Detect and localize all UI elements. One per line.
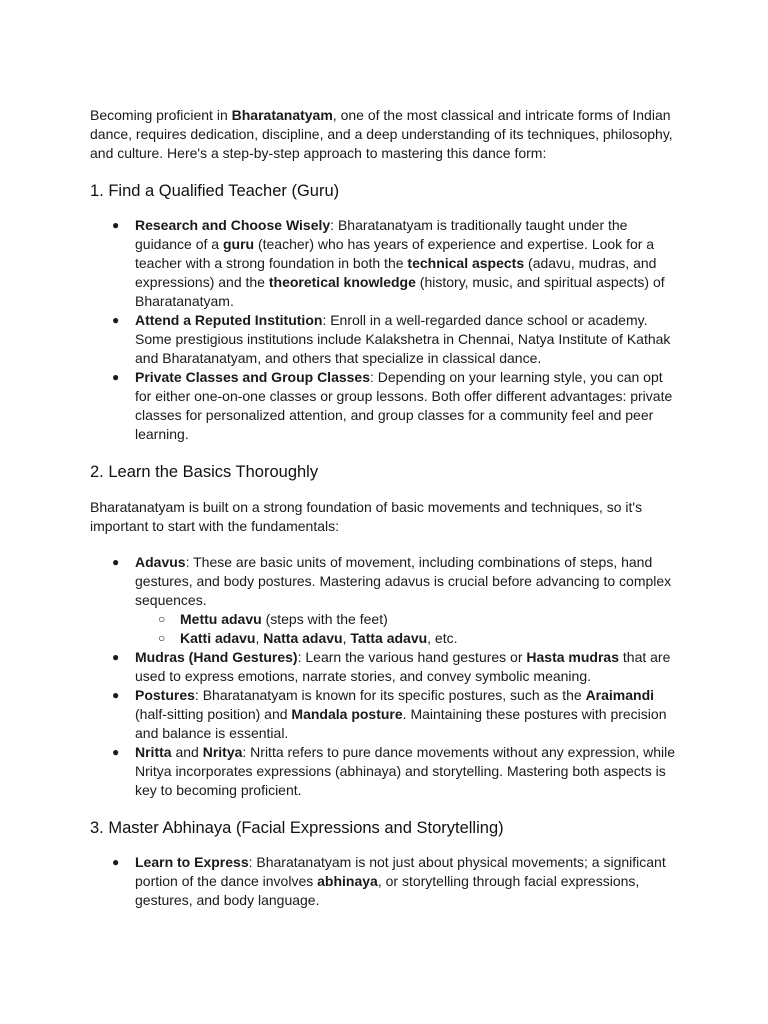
bullet-icon: ● (112, 313, 120, 327)
text-span: : Bharatanatyam is known for its specific postures, such as the (194, 687, 586, 703)
text-span: : Learn the various hand gestures or (297, 649, 527, 665)
text-span: : Nritta refers to pure dance movements without any expression, while Nritya incorporates expressions (abhinaya) and storytelling. Mastering both aspects is key to becoming proficient. (135, 744, 676, 798)
bold-span: Katti adavu (180, 630, 256, 646)
section-1-heading: 1. Find a Qualified Teacher (Guru) (90, 182, 340, 200)
circle-bullet-icon: ○ (158, 631, 166, 645)
bold-span: theoretical knowledge (268, 274, 416, 290)
text-span: : Enroll in a well-regarded dance school or academy. Some prestigious institutions include Kalakshetra in Chennai, Natya Institute of Kathak and Bharatanatyam, and others that specialize in classical dance. (135, 312, 671, 366)
text-span: Becoming proficient in (90, 107, 232, 123)
text-span: . Maintaining these postures with precision and balance is essential. (135, 706, 667, 741)
text-span: (teacher) who has years of experience and expertise. Look for a teacher with a strong foundation in both the (135, 236, 655, 271)
bold-span: Attend a Reputed Institution (135, 312, 323, 328)
bold-span: Araimandi (585, 687, 655, 703)
text-span: , or storytelling through facial expressions, gestures, and body language. (135, 873, 640, 908)
bold-span: Nritya (202, 744, 243, 760)
text-span: : These are basic units of movement, including combinations of steps, hand gestures, and body postures. Mastering adavus is crucial before advancing to complex sequences. (135, 554, 672, 608)
adavu-sublist (135, 610, 680, 648)
list-item (90, 216, 680, 311)
bullet-icon: ● (112, 370, 120, 384)
bold-span: Postures (135, 687, 195, 703)
text-span: , one of the most classical and intricate forms of Indian dance, requires dedication, discipline, and a deep understanding of its techniques, philosophy, and culture. Here's a step-by-step approach to mastering this dance form: (90, 107, 673, 161)
text-span: (steps with the feet) (261, 611, 388, 627)
bullet-icon: ● (112, 688, 120, 702)
bold-span: Mandala posture (291, 706, 403, 722)
sub-list-item (135, 610, 680, 629)
list-item (90, 686, 680, 743)
section-2-list (90, 553, 680, 800)
section-3-list (90, 853, 680, 910)
text-span: : Bharatanatyam is not just about physical movements; a significant portion of the dance involves (135, 854, 666, 889)
bold-span: Tatta adavu (350, 630, 428, 646)
text-span: that are used to express emotions, narrate stories, and convey symbolic meaning. (135, 649, 671, 684)
sub-list-item (135, 629, 680, 648)
bullet-icon: ● (112, 650, 120, 664)
list-item (90, 553, 680, 648)
document-page (90, 106, 680, 910)
section-3-heading: 3. Master Abhinaya (Facial Expressions and Storytelling) (90, 819, 504, 837)
text-span: and (171, 744, 203, 760)
bold-span: Hasta mudras (526, 649, 619, 665)
text-span: , (255, 630, 264, 646)
text-span: : Depending on your learning style, you can opt for either one-on-one classes or group lessons. Both offer different advantages: private classes for personalized attention, and group classes for a community feel and peer learning. (135, 369, 673, 442)
bold-span: Research and Choose Wisely (135, 217, 331, 233)
list-item (90, 311, 680, 368)
bullet-icon: ● (112, 218, 120, 232)
section-2-heading: 2. Learn the Basics Thoroughly (90, 463, 319, 481)
text-span: (history, music, and spiritual aspects) of Bharatanatyam. (135, 274, 665, 309)
bold-span: technical aspects (407, 255, 525, 271)
list-item (90, 648, 680, 686)
intro-paragraph (90, 106, 680, 163)
text-span: : Bharatanatyam is traditionally taught under the guidance of a (135, 217, 628, 252)
bold-span: abhinaya (317, 873, 378, 889)
text-span: , etc. (427, 630, 458, 646)
bold-span: Nritta (135, 744, 172, 760)
bold-span: guru (222, 236, 255, 252)
section-1-list (90, 216, 680, 444)
bullet-icon: ● (112, 855, 120, 869)
text-span: (half-sitting position) and (135, 706, 292, 722)
bold-span: Mudras (Hand Gestures) (135, 649, 298, 665)
list-item (90, 743, 680, 800)
bold-span: Bharatanatyam (231, 107, 333, 123)
bold-span: Adavus (135, 554, 186, 570)
list-item (90, 368, 680, 444)
bold-span: Private Classes and Group Classes (135, 369, 370, 385)
bullet-icon: ● (112, 555, 120, 569)
text-span: , (342, 630, 351, 646)
list-item (90, 853, 680, 910)
bold-span: Natta adavu (263, 630, 343, 646)
bold-span: Learn to Express (135, 854, 249, 870)
bold-span: Mettu adavu (180, 611, 262, 627)
section-2-intro: Bharatanatyam is built on a strong foundation of basic movements and techniques, so it's important to start with the fundamentals: (90, 499, 643, 534)
bullet-icon: ● (112, 745, 120, 759)
circle-bullet-icon: ○ (158, 612, 166, 626)
text-span: (adavu, mudras, and expressions) and the (135, 255, 657, 290)
